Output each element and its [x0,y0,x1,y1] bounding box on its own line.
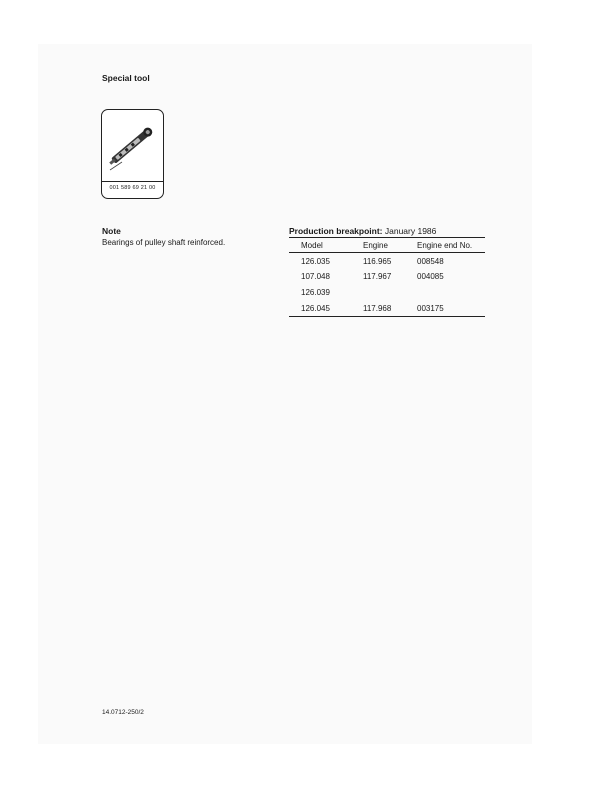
production-breakpoint-label: Production breakpoint: [289,226,383,236]
table-cell-end-no: 003175 [417,304,444,313]
table-cell-model: 126.035 [301,257,330,266]
production-breakpoint-date: January 1986 [384,226,437,236]
document-code: 14.0712-250/2 [102,709,144,716]
table-cell-engine: 117.968 [363,304,392,313]
table-cell-engine: 116.965 [363,257,392,266]
column-header-model: Model [301,241,323,250]
table-cell-end-no: 008548 [417,257,444,266]
table-cell-model: 126.039 [301,288,330,297]
note-title: Note [102,226,121,236]
special-tool-heading: Special tool [102,73,150,83]
table-header-rule [289,252,485,253]
column-header-engine-end-no: Engine end No. [417,241,473,250]
table-cell-model: 107.048 [301,272,330,281]
tool-card-divider [102,181,163,182]
note-text: Bearings of pulley shaft reinforced. [102,238,226,247]
table-cell-end-no: 004085 [417,272,444,281]
column-header-engine: Engine [363,241,388,250]
tool-part-number: 001 589 69 21 00 [109,185,156,191]
production-breakpoint-title [289,226,436,236]
table-bottom-rule [289,316,485,317]
special-tool-card [101,109,164,199]
table-top-rule [289,237,485,238]
torque-wrench-icon [102,110,163,181]
table-cell-model: 126.045 [301,304,330,313]
table-cell-engine: 117.967 [363,272,392,281]
